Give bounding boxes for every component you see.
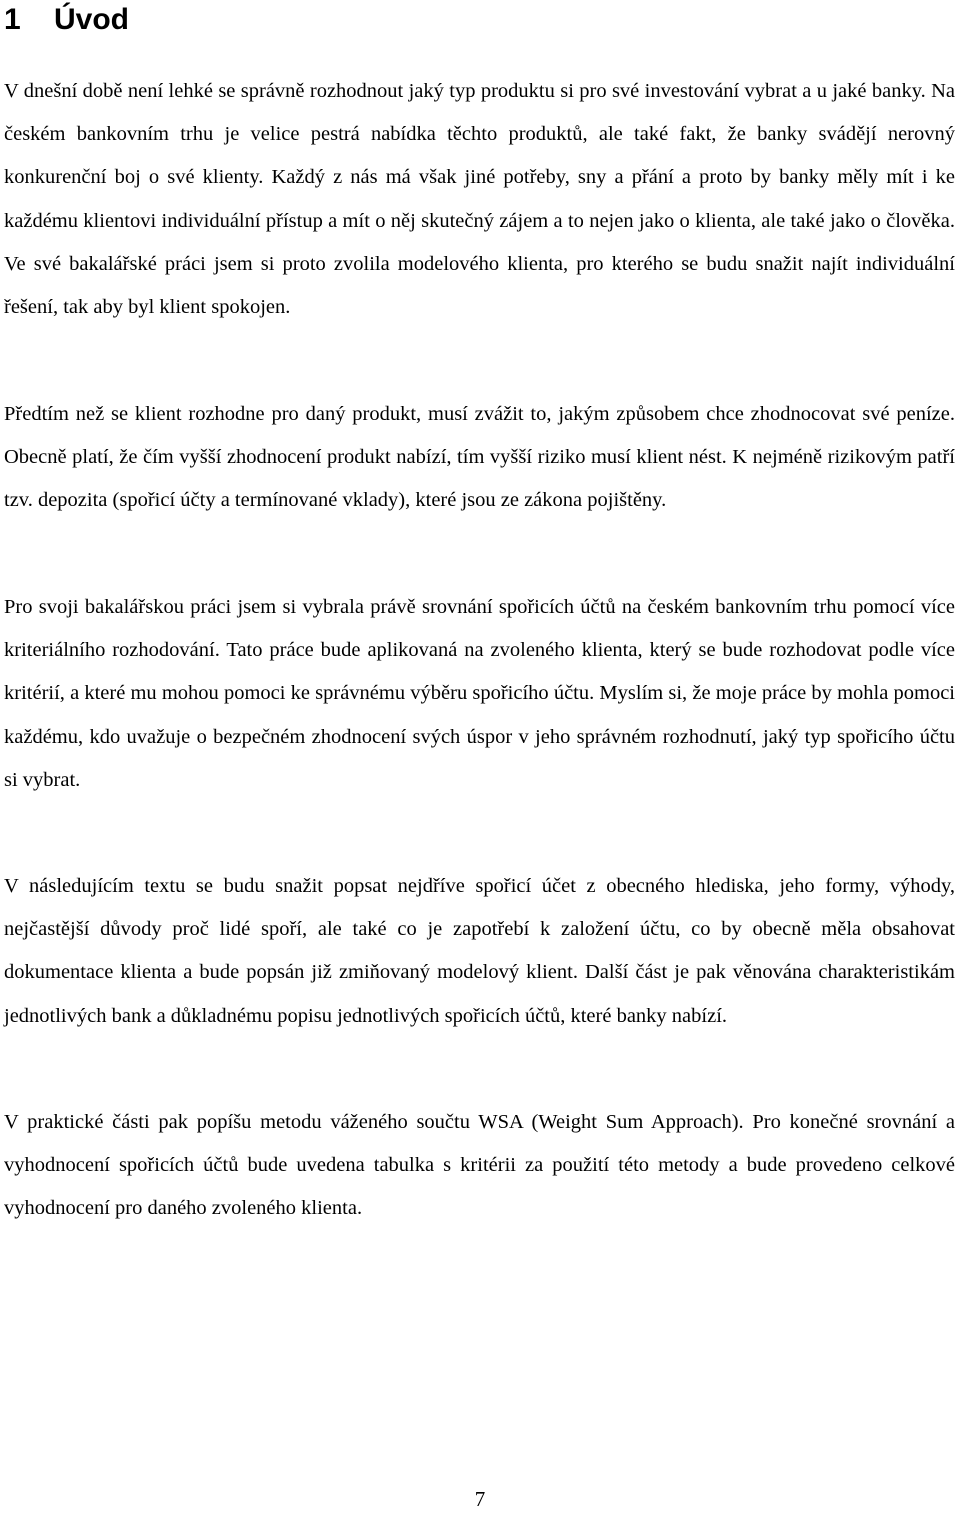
paragraph-3: Pro svoji bakalářskou práci jsem si vybrala právě srovnání spořicích účtů na českém bankovním trhu pomocí více kriteriálního rozhodování. Tato práce bude aplikovaná na zvoleného klienta, který se bude rozhodovat podle více kritérií, a které mu mohou pomoci ke správnému výběru spořicího účtu. Myslím si, že moje práce by mohla pomoci každému, kdo uvažuje o bezpečném zhodnocení svých úspor v jeho správném rozhodnutí, jaký typ spořicího účtu si vybrat.	[4, 596, 955, 791]
chapter-title: Úvod	[54, 3, 129, 36]
page-number: 7	[474, 1487, 486, 1511]
chapter-heading	[4, 2, 129, 38]
paragraph-4: V následujícím textu se budu snažit popsat nejdříve spořicí účet z obecného hlediska, jeho formy, výhody, nejčastější důvody proč lidé spoří, ale také co je zapotřebí k založení účtu, co by obecně měla obsahovat dokumentace klienta a bude popsán již zmiňovaný modelový klient. Další část je pak věnována charakteristikám jednotlivých bank a důkladnému popisu jednotlivých spořicích účtů, které banky nabízí.	[4, 875, 955, 1027]
paragraph-2: Předtím než se klient rozhodne pro daný produkt, musí zvážit to, jakým způsobem chce zhodnocovat své peníze. Obecně platí, že čím vyšší zhodnocení produkt nabízí, tím vyšší riziko musí klient nést. K nejméně rizikovým patří tzv. depozita (spořicí účty a termínované vklady), které jsou ze zákona pojištěny.	[4, 403, 955, 512]
chapter-number: 1	[4, 3, 21, 36]
paragraph-1: V dnešní době není lehké se správně rozhodnout jaký typ produktu si pro své investování vybrat a u jaké banky. Na českém bankovním trhu je velice pestrá nabídka těchto produktů, ale také fakt, že banky svádějí nerovný konkurenční boj o své klienty. Každý z nás má však jiné potřeby, sny a přání a proto by banky měly mít i ke každému klientovi individuální přístup a mít o něj skutečný zájem a to nejen jako o klienta, ale také jako o člověka. Ve své bakalářské práci jsem si proto zvolila modelového klienta, pro kterého se budu snažit najít individuální řešení, tak aby byl klient spokojen.	[4, 80, 955, 319]
document-page	[4, 0, 955, 1513]
paragraph-5: V praktické části pak popíšu metodu váženého součtu WSA (Weight Sum Approach). Pro konečné srovnání a vyhodnocení spořicích účtů bude uvedena tabulka s kritérii za použití této metody a bude provedeno celkové vyhodnocení pro daného zvoleného klienta.	[4, 1111, 955, 1220]
